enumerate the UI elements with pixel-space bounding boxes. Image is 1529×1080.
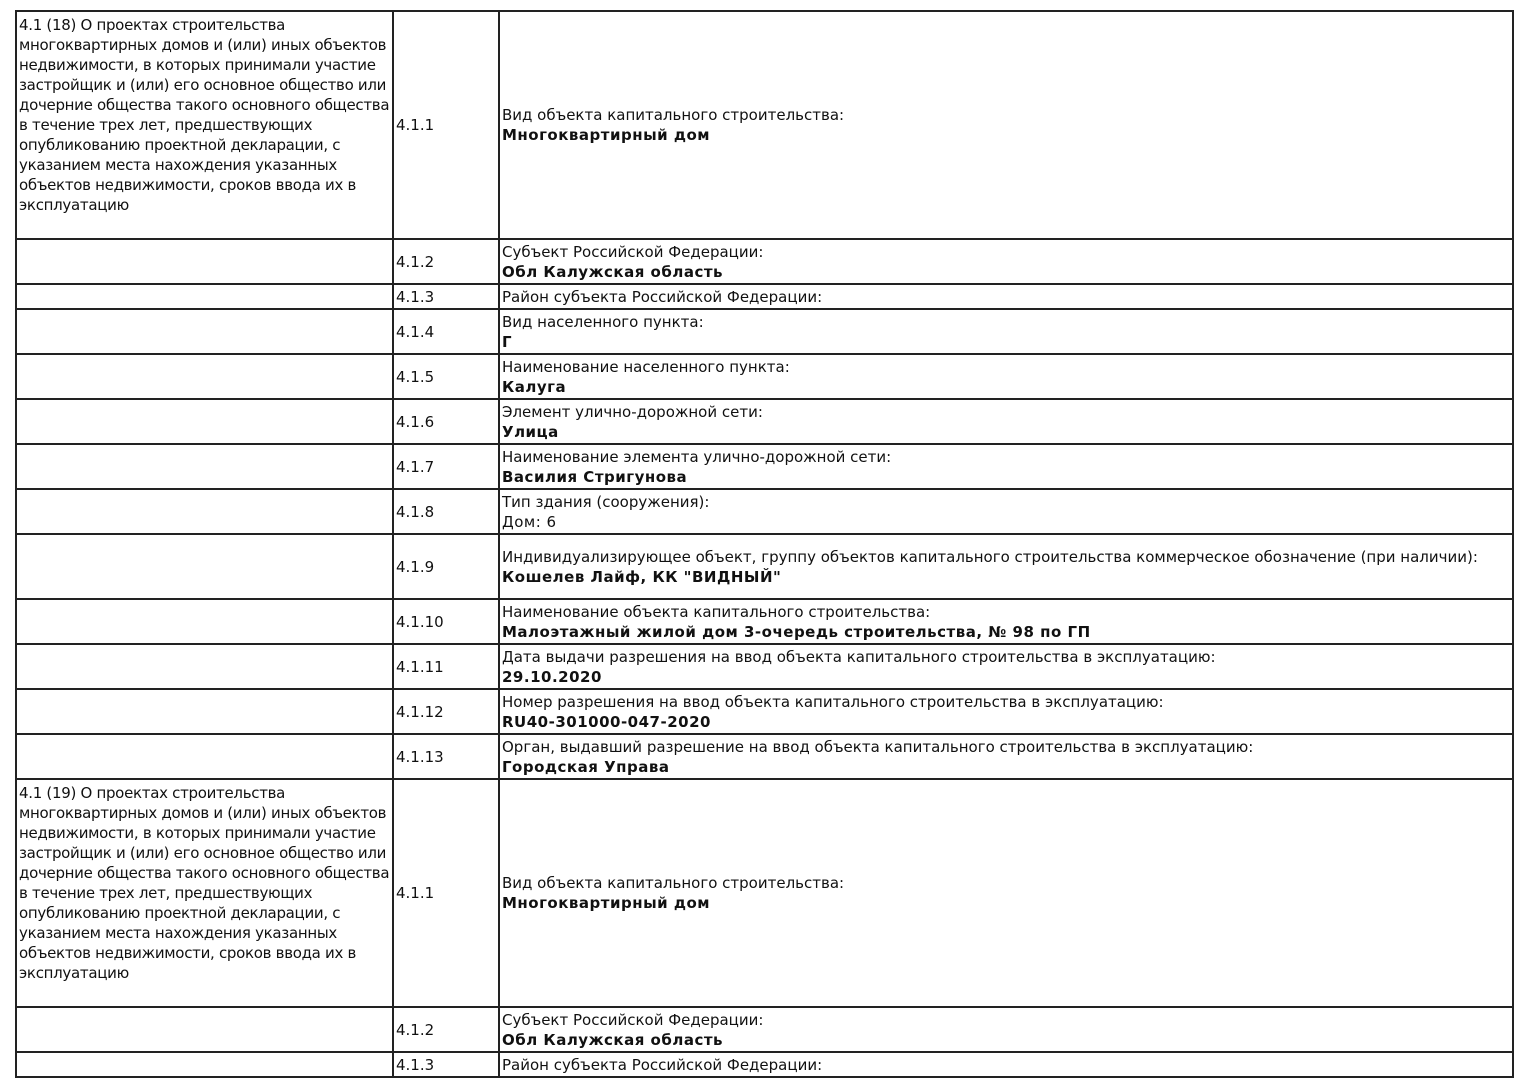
section-title-cell xyxy=(16,354,393,399)
field-value: Василия Стригунова xyxy=(502,467,688,486)
field-value: Дом: 6 xyxy=(502,512,557,531)
field-label: Район субъекта Российской Федерации: xyxy=(502,287,823,306)
table-row xyxy=(16,1052,1513,1077)
field-value: Обл Калужская область xyxy=(502,262,724,281)
item-code-cell: 4.1.4 xyxy=(393,309,499,354)
section-title-cell xyxy=(16,644,393,689)
item-content-cell xyxy=(499,11,1513,239)
field-label: Тип здания (сооружения): xyxy=(502,492,710,511)
item-code-cell: 4.1.6 xyxy=(393,399,499,444)
section-title-cell xyxy=(16,399,393,444)
table-row xyxy=(16,1007,1513,1052)
section-title-cell xyxy=(16,489,393,534)
table-row xyxy=(16,689,1513,734)
table-row xyxy=(16,309,1513,354)
field-label: Наименование населенного пункта: xyxy=(502,357,790,376)
item-content-cell xyxy=(499,644,1513,689)
field-label: Элемент улично-дорожной сети: xyxy=(502,402,763,421)
field-value: Малоэтажный жилой дом 3-очередь строительства, № 98 по ГП xyxy=(502,622,1091,641)
section-title-cell xyxy=(16,734,393,779)
section-title-cell xyxy=(16,239,393,284)
item-code-cell: 4.1.1 xyxy=(393,779,499,1007)
field-label: Номер разрешения на ввод объекта капитального строительства в эксплуатацию: xyxy=(502,692,1164,711)
field-label: Дата выдачи разрешения на ввод объекта капитального строительства в эксплуатацию: xyxy=(502,647,1216,666)
field-value: 29.10.2020 xyxy=(502,667,602,686)
item-code-cell: 4.1.9 xyxy=(393,534,499,599)
item-content-cell xyxy=(499,309,1513,354)
table-row xyxy=(16,734,1513,779)
field-label: Субъект Российской Федерации: xyxy=(502,1010,764,1029)
field-value: Кошелев Лайф, КК "ВИДНЫЙ" xyxy=(502,567,782,586)
section-title-cell: 4.1 (19) О проектах строительства многоквартирных домов и (или) иных объектов недвижимости, в которых принимали участие застройщик и (или) его основное общество или дочерние общества такого основного общества в течение трех лет, предшествующих опубликованию проектной декларации, с указанием места нахождения указанных объектов недвижимости, сроков ввода их в эксплуатацию xyxy=(16,779,393,1007)
item-content-cell xyxy=(499,779,1513,1007)
item-content-cell xyxy=(499,1007,1513,1052)
item-content-cell xyxy=(499,599,1513,644)
field-label: Вид объекта капитального строительства: xyxy=(502,106,845,124)
declaration-table-body xyxy=(16,11,1513,1077)
section-title-cell xyxy=(16,444,393,489)
item-code-cell: 4.1.8 xyxy=(393,489,499,534)
field-value: Улица xyxy=(502,422,559,441)
table-row xyxy=(16,444,1513,489)
item-code-cell: 4.1.1 xyxy=(393,11,499,239)
table-row xyxy=(16,534,1513,599)
section-title-cell xyxy=(16,599,393,644)
item-code-cell: 4.1.3 xyxy=(393,1052,499,1077)
field-label: Вид объекта капитального строительства: xyxy=(502,874,845,892)
section-title-cell xyxy=(16,309,393,354)
table-row xyxy=(16,399,1513,444)
section-title-cell xyxy=(16,1007,393,1052)
field-label: Субъект Российской Федерации: xyxy=(502,242,764,261)
item-code-cell: 4.1.3 xyxy=(393,284,499,309)
item-content-cell xyxy=(499,689,1513,734)
item-code-cell: 4.1.10 xyxy=(393,599,499,644)
table-row xyxy=(16,11,1513,239)
field-label: Район субъекта Российской Федерации: xyxy=(502,1055,823,1074)
item-content-cell xyxy=(499,399,1513,444)
table-row xyxy=(16,599,1513,644)
field-value: Г xyxy=(502,332,513,351)
item-code-cell: 4.1.11 xyxy=(393,644,499,689)
item-content-cell xyxy=(499,444,1513,489)
table-row xyxy=(16,354,1513,399)
field-label: Наименование объекта капитального строительства: xyxy=(502,602,931,621)
field-value: Многоквартирный дом xyxy=(502,126,711,144)
field-label: Вид населенного пункта: xyxy=(502,312,704,331)
field-value: Калуга xyxy=(502,377,567,396)
section-title-cell xyxy=(16,689,393,734)
item-code-cell: 4.1.13 xyxy=(393,734,499,779)
item-content-cell xyxy=(499,354,1513,399)
item-content-cell xyxy=(499,239,1513,284)
item-code-cell: 4.1.12 xyxy=(393,689,499,734)
field-label: Индивидуализирующее объект, группу объектов капитального строительства коммерческое обозначение (при наличии): xyxy=(502,547,1478,566)
section-title-cell xyxy=(16,1052,393,1077)
table-row xyxy=(16,489,1513,534)
table-row xyxy=(16,284,1513,309)
item-content-cell xyxy=(499,1052,1513,1077)
item-content-cell xyxy=(499,284,1513,309)
declaration-table xyxy=(15,10,1514,1078)
field-value: Обл Калужская область xyxy=(502,1030,724,1049)
field-value: Многоквартирный дом xyxy=(502,894,711,912)
table-row xyxy=(16,779,1513,1007)
section-title-cell xyxy=(16,534,393,599)
field-label: Наименование элемента улично-дорожной сети: xyxy=(502,447,892,466)
item-content-cell xyxy=(499,734,1513,779)
section-title-cell: 4.1 (18) О проектах строительства многоквартирных домов и (или) иных объектов недвижимости, в которых принимали участие застройщик и (или) его основное общество или дочерние общества такого основного общества в течение трех лет, предшествующих опубликованию проектной декларации, с указанием места нахождения указанных объектов недвижимости, сроков ввода их в эксплуатацию xyxy=(16,11,393,239)
field-label: Орган, выдавший разрешение на ввод объекта капитального строительства в эксплуатацию: xyxy=(502,737,1254,756)
table-row xyxy=(16,239,1513,284)
item-content-cell xyxy=(499,534,1513,599)
field-value: Городская Управа xyxy=(502,757,670,776)
field-value: RU40-301000-047-2020 xyxy=(502,712,711,731)
item-content-cell xyxy=(499,489,1513,534)
item-code-cell: 4.1.2 xyxy=(393,239,499,284)
item-code-cell: 4.1.5 xyxy=(393,354,499,399)
section-title-cell xyxy=(16,284,393,309)
table-row xyxy=(16,644,1513,689)
item-code-cell: 4.1.2 xyxy=(393,1007,499,1052)
item-code-cell: 4.1.7 xyxy=(393,444,499,489)
